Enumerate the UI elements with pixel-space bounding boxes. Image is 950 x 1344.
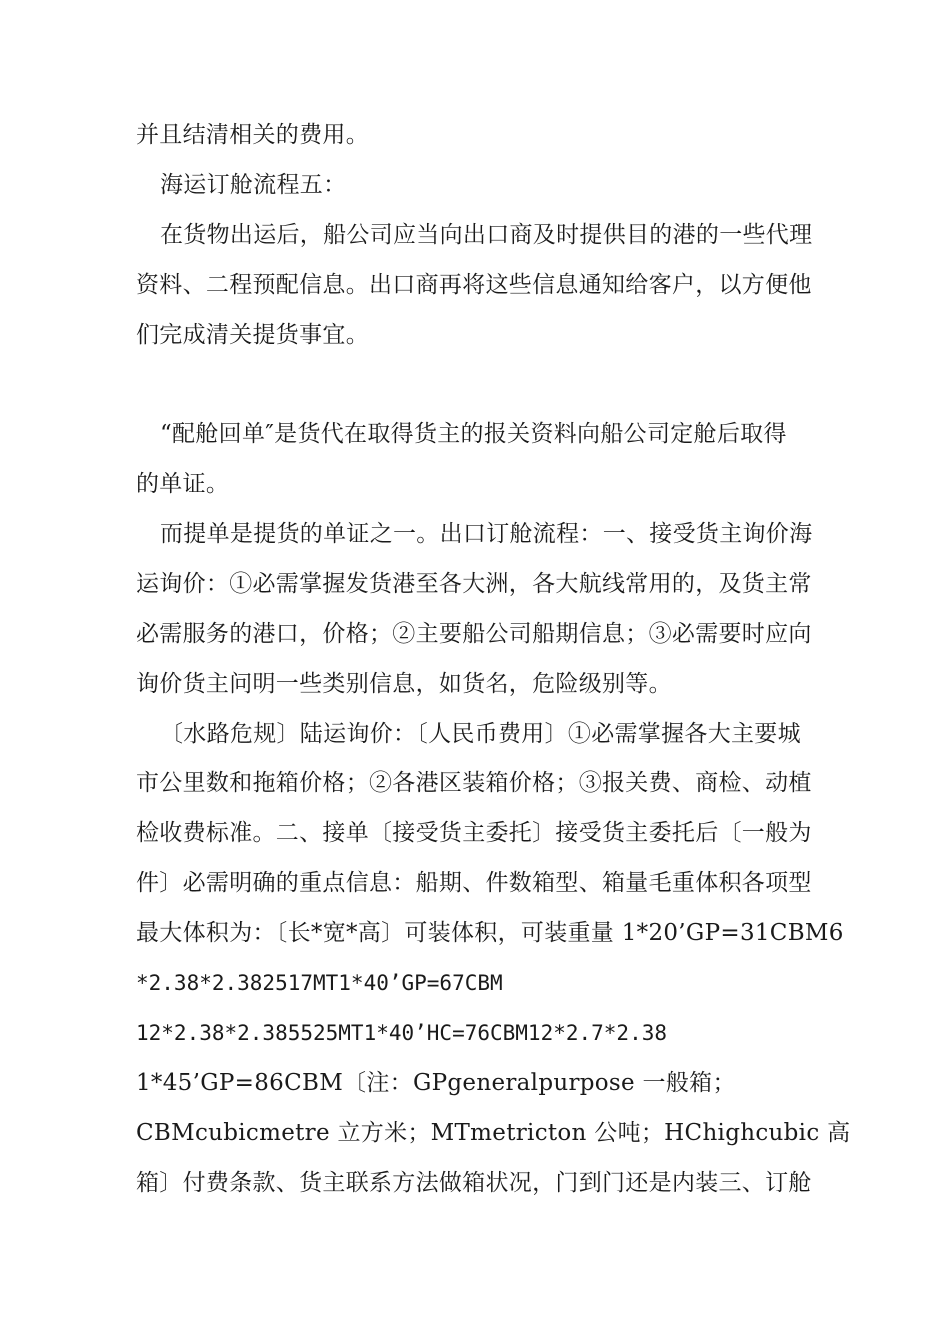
paragraph-line: 资料、二程预配信息。出口商再将这些信息通知给客户，以方便他	[136, 272, 812, 298]
paragraph-line: 们完成清关提货事宜。	[136, 322, 369, 348]
paragraph-line: 1*45’GP=86CBM〔注：GPgeneralpurpose 一般箱；	[136, 1070, 736, 1096]
paragraph-line: 市公里数和拖箱价格；②各港区装箱价格；③报关费、商检、动植	[136, 770, 812, 796]
paragraph-line: 箱〕付费条款、货主联系方法做箱状况，门到门还是内装三、订舱	[136, 1170, 812, 1196]
paragraph-line: 而提单是提货的单证之一。出口订舱流程：一、接受货主询价海	[160, 521, 813, 547]
paragraph-line: 的单证。	[136, 471, 230, 497]
paragraph-line: 运询价：①必需掌握发货港至各大洲，各大航线常用的，及货主常	[136, 571, 812, 597]
paragraph-line: “配舱回单″是货代在取得货主的报关资料向船公司定舱后取得	[160, 421, 787, 447]
paragraph-line: 件〕必需明确的重点信息：船期、件数箱型、箱量毛重体积各项型	[136, 870, 812, 896]
section-heading: 海运订舱流程五：	[160, 172, 347, 198]
paragraph-line: 检收费标准。二、接单〔接受货主委托〕接受货主委托后〔一般为	[136, 820, 812, 846]
paragraph-line: 12*2.38*2.385525MT1*40’HC=76CBM12*2.7*2.38	[136, 1021, 668, 1045]
paragraph-line: 〔水路危规〕陆运询价：〔人民币费用〕①必需掌握各大主要城	[160, 721, 801, 747]
paragraph-line: 在货物出运后，船公司应当向出口商及时提供目的港的一些代理	[160, 222, 813, 248]
paragraph-line: CBMcubicmetre 立方米；MTmetricton 公吨；HChighcubic 高	[136, 1120, 851, 1146]
paragraph-line: 必需服务的港口，价格；②主要船公司船期信息；③必需要时应向	[136, 621, 812, 647]
paragraph-line: 并且结清相关的费用。	[136, 122, 369, 148]
paragraph-line: 最大体积为：〔长*宽*高〕可装体积，可装重量 1*20’GP=31CBM6	[136, 920, 844, 946]
paragraph-line: *2.38*2.382517MT1*40’GP=67CBM	[136, 971, 503, 995]
paragraph-line: 询价货主问明一些类别信息，如货名，危险级别等。	[136, 671, 672, 697]
